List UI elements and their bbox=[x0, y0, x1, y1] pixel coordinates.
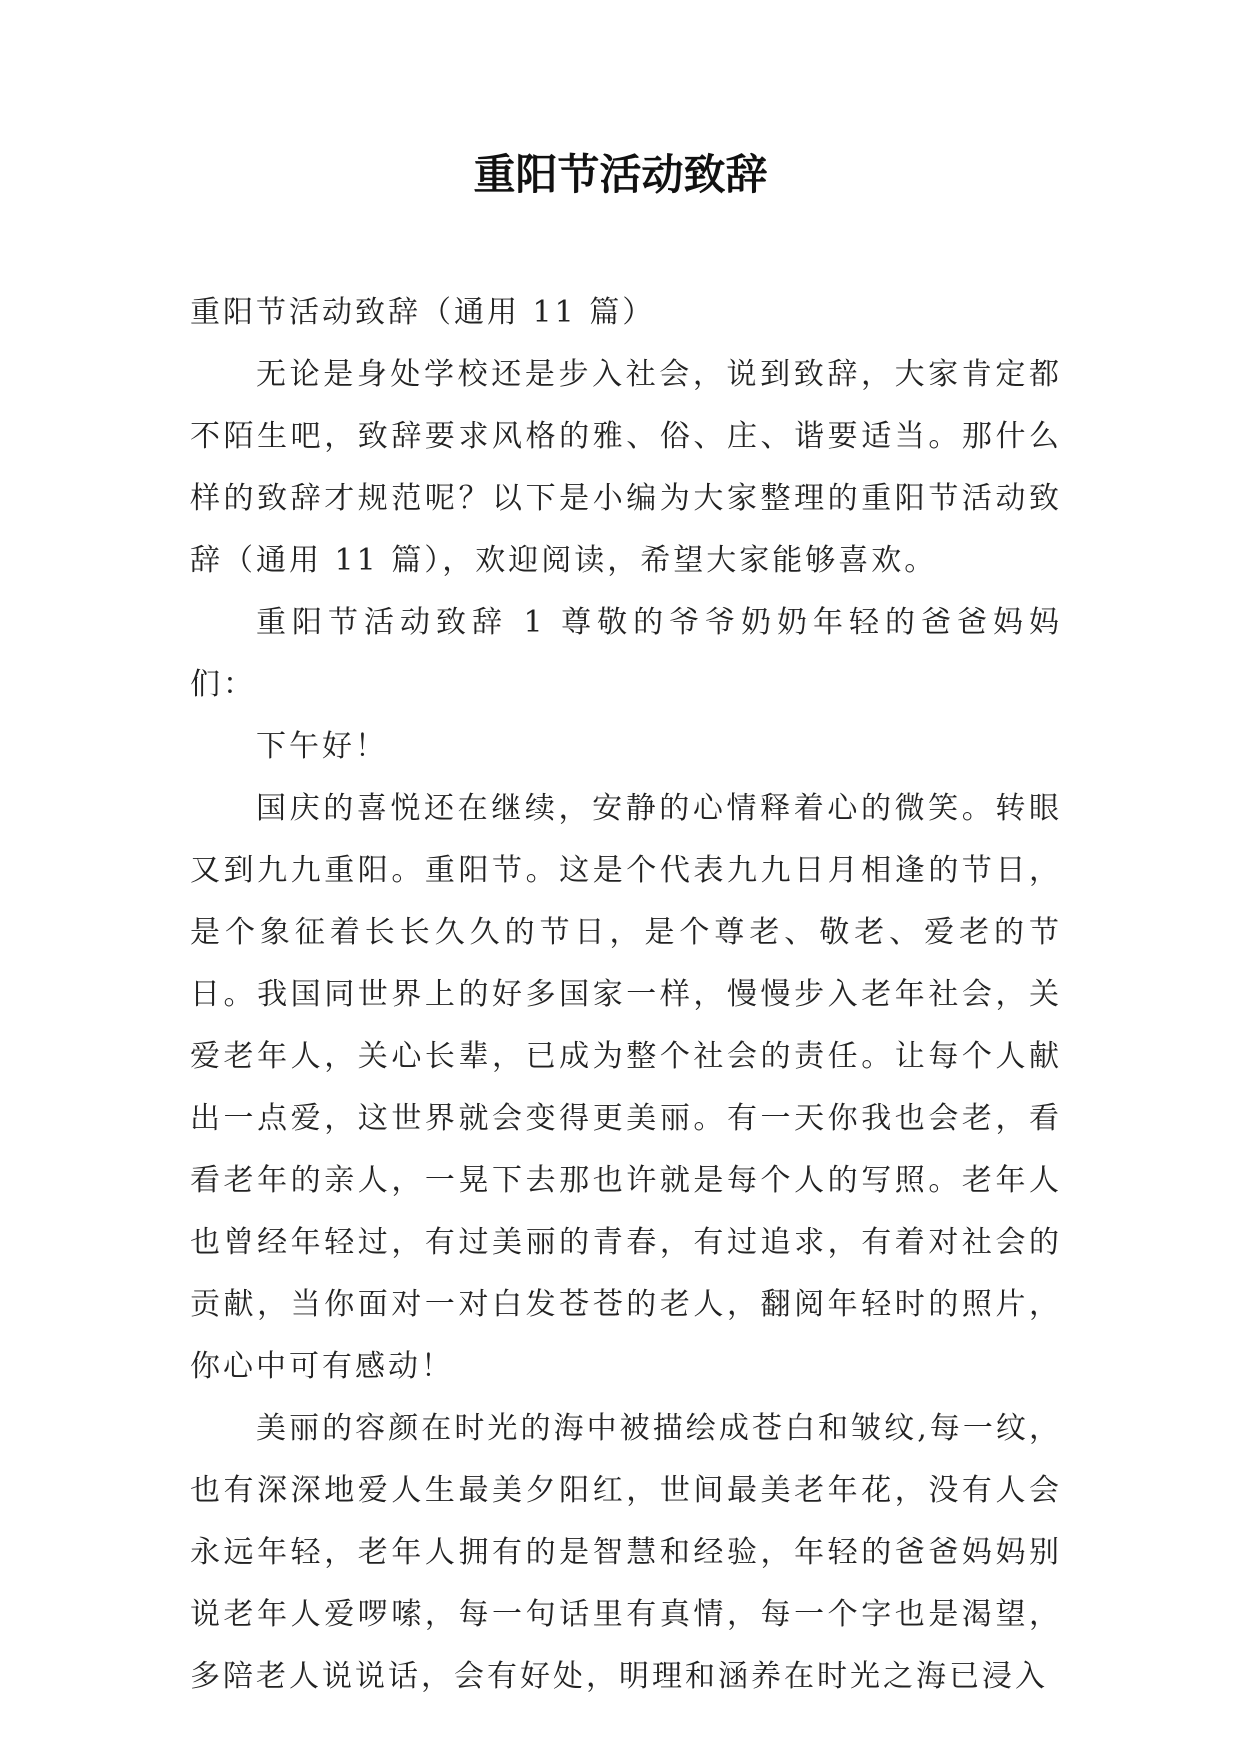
paragraph-intro: 无论是身处学校还是步入社会，说到致辞，大家肯定都不陌生吧，致辞要求风格的雅、俗、庄、谐要适当。那什么样的致辞才规范呢？以下是小编为大家整理的重阳节活动致辞（通用 11 篇），欢迎阅读，希望大家能够喜欢。 bbox=[190, 357, 1062, 578]
paragraph-body-2: 美丽的容颜在时光的海中被描绘成苍白和皱纹,每一纹，也有深深地爱人生最美夕阳红，世间最美老年花，没有人会永远年轻，老年人拥有的是智慧和经验，年轻的爸爸妈妈别说老年人爱啰嗦，每一句话里有真情，每一个字也是渴望，多陪老人说说话，会有好处，明理和涵养在时光之海已浸入 bbox=[190, 1411, 1062, 1694]
paragraph-greeting: 下午好！ bbox=[256, 729, 388, 764]
paragraph-body-1: 国庆的喜悦还在继续，安静的心情释着心的微笑。转眼又到九九重阳。重阳节。这是个代表九九日月相逢的节日，是个象征着长长久久的节日，是个尊老、敬老、爱老的节日。我国同世界上的好多国家一样，慢慢步入老年社会，关爱老年人，关心长辈，已成为整个社会的责任。让每个人献出一点爱，这世界就会变得更美丽。有一天你我也会老，看看老年的亲人，一晃下去那也许就是每个人的写照。老年人也曾经年轻过，有过美丽的青春，有过追求，有着对社会的贡献，当你面对一对白发苍苍的老人，翻阅年轻时的照片，你心中可有感动！ bbox=[190, 791, 1062, 1384]
document-title: 重阳节活动致辞 bbox=[473, 150, 768, 199]
document-body bbox=[190, 282, 1062, 1708]
document-subtitle: 重阳节活动致辞（通用 11 篇） bbox=[190, 295, 656, 330]
paragraph-greeting-heading: 重阳节活动致辞 1 尊敬的爷爷奶奶年轻的爸爸妈妈们： bbox=[190, 605, 1062, 702]
